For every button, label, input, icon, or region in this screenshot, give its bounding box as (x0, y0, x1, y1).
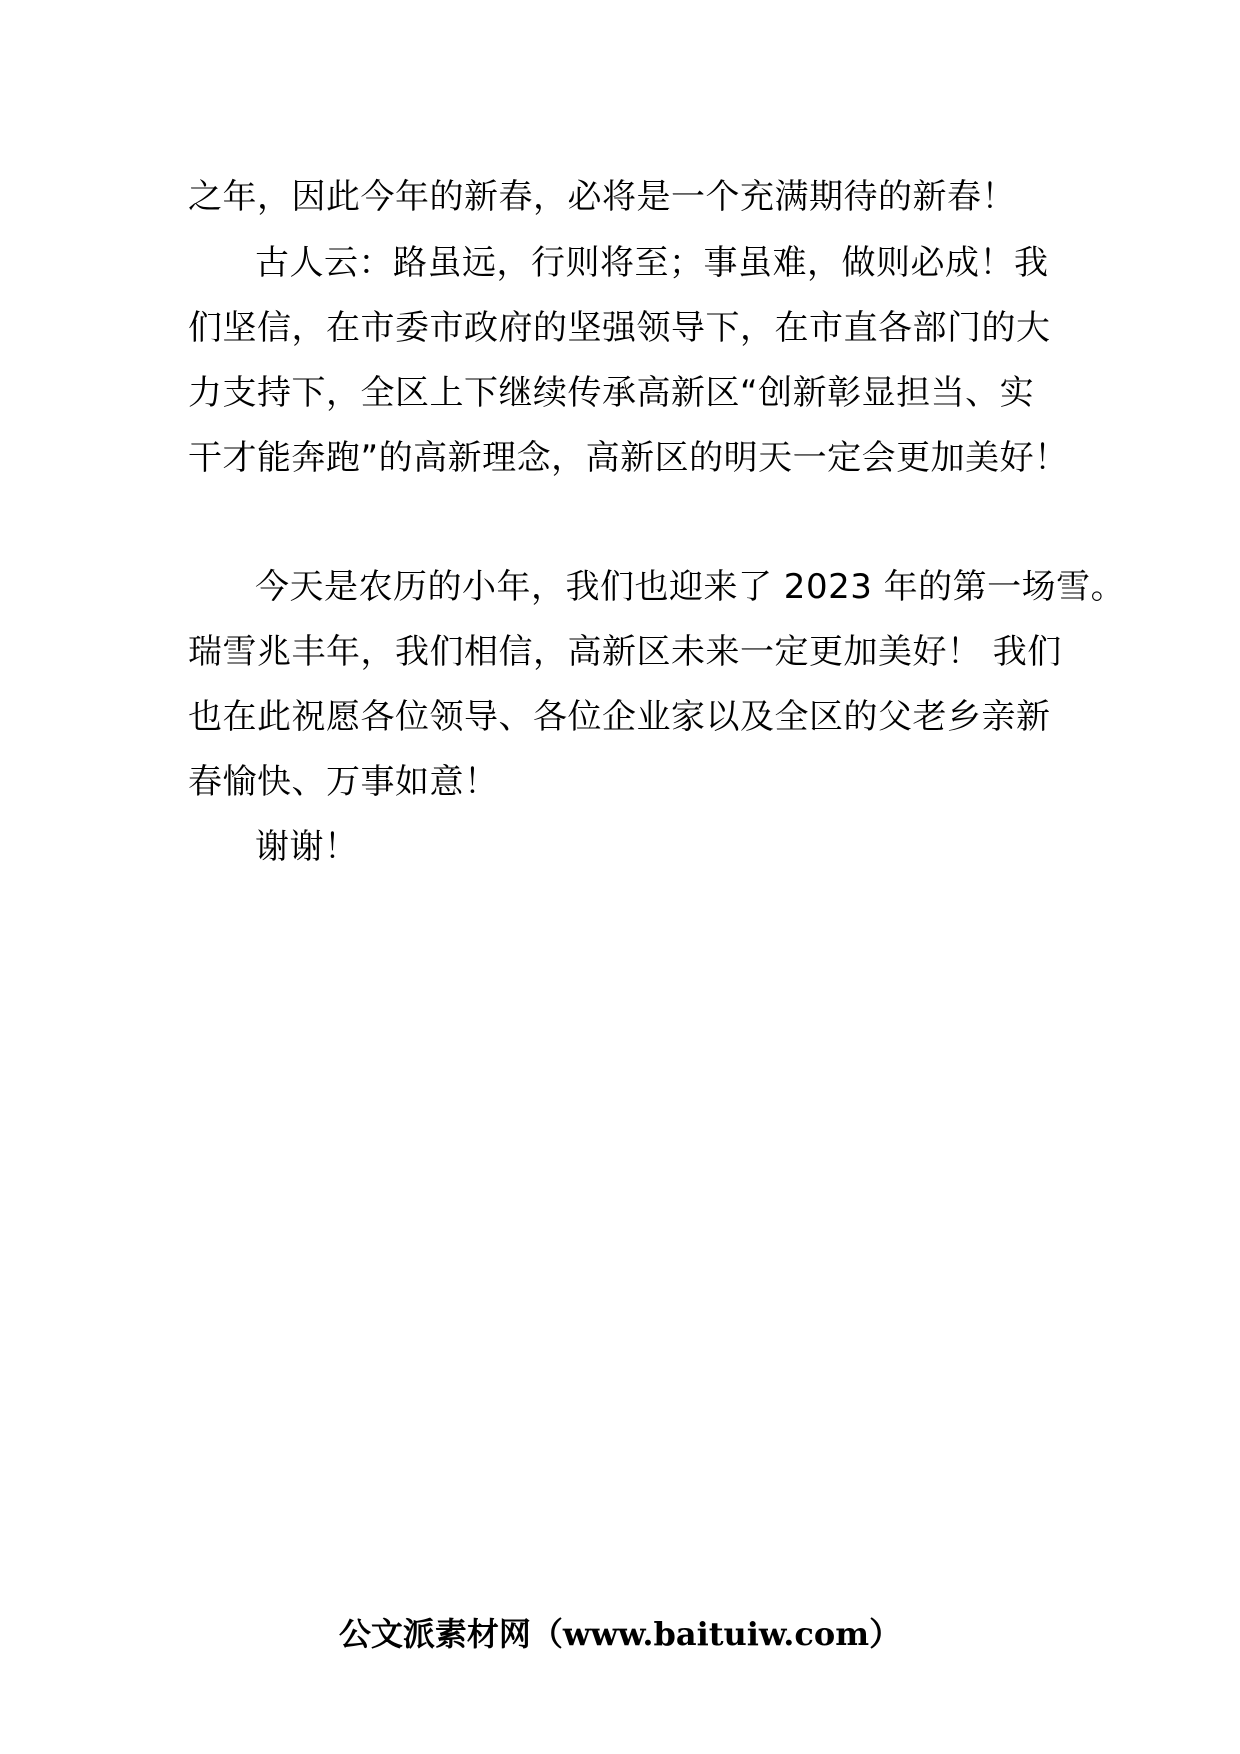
paragraph-line: 今天是农历的小年，我们也迎来了 2023 年的第一场雪。 (255, 567, 1126, 607)
paragraph-line: 力支持下，全区上下继续传承高新区“创新彰显担当、实 (188, 373, 1035, 413)
footer-watermark: 公文派素材网（www.baituiw.com） (338, 1615, 902, 1653)
paragraph-line: 瑞雪兆丰年，我们相信，高新区未来一定更加美好！ 我们 (188, 632, 1062, 672)
paragraph-line: 之年，因此今年的新春，必将是一个充满期待的新春！ (188, 177, 1016, 217)
paragraph-line: 干才能奔跑”的高新理念，高新区的明天一定会更加美好！ (188, 438, 1069, 478)
paragraph-line: 春愉快、万事如意！ (188, 762, 499, 802)
paragraph-line: 古人云：路虽远，行则将至；事虽难，做则必成！我 (255, 243, 1049, 283)
paragraph-line: 也在此祝愿各位领导、各位企业家以及全区的父老乡亲新 (188, 697, 1051, 737)
paragraph-line: 们坚信，在市委市政府的坚强领导下，在市直各部门的大 (188, 308, 1051, 348)
paragraph-line: 谢谢！ (255, 827, 359, 867)
